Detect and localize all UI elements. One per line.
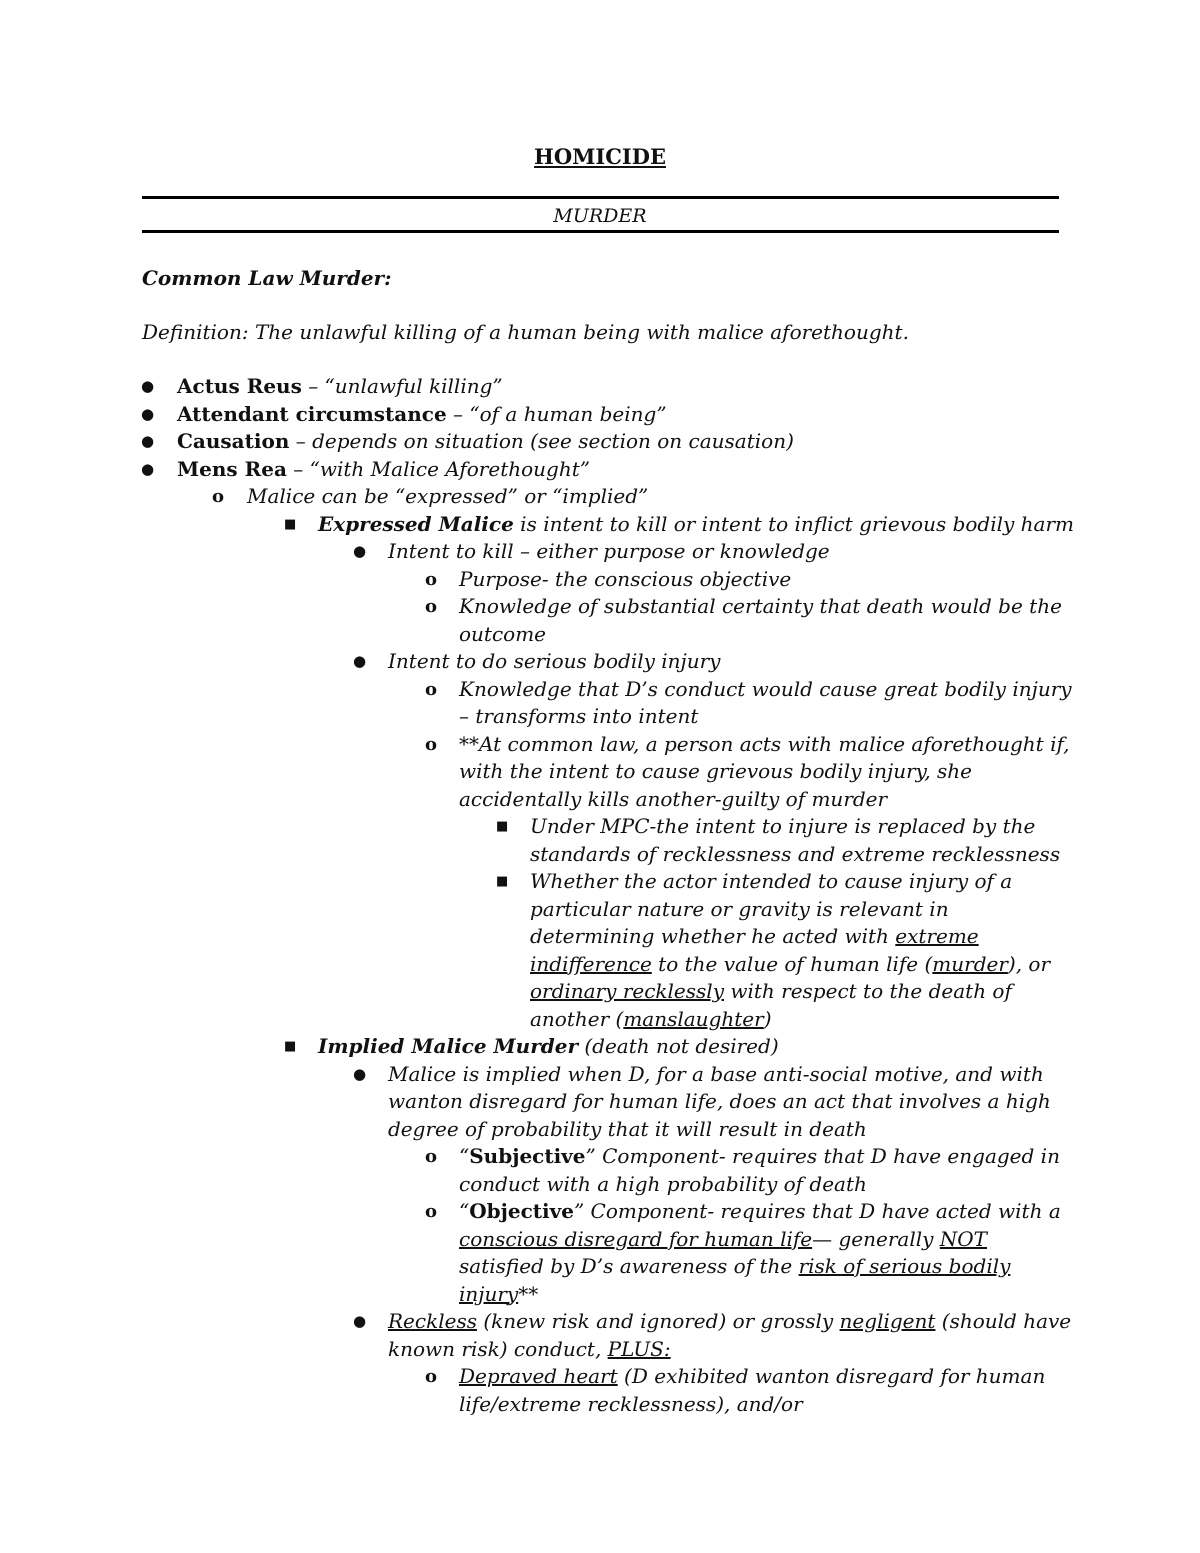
underlined-text: murder: [932, 951, 1008, 976]
bullet-disc-icon: ●: [353, 542, 367, 560]
list-item: [0, 401, 1200, 429]
bullet-disc-icon: ●: [141, 459, 155, 478]
definition: Definition: The unlawful killing of a human being with malice aforethought.: [142, 320, 909, 344]
bullet-ring-icon: o: [425, 596, 438, 617]
bullet-square-icon: ■: [496, 874, 509, 889]
list-item: [0, 538, 1200, 566]
bullet-disc-icon: ●: [141, 432, 155, 450]
bullet-square-icon: ■: [496, 819, 509, 834]
underlined-text: manslaughter: [623, 1006, 764, 1031]
underlined-text: PLUS:: [607, 1336, 671, 1361]
bullet-ring-icon: o: [425, 1366, 438, 1387]
item-text: – depends on situation (see section on causation): [289, 429, 794, 453]
list-item: [0, 648, 1200, 676]
bullet-ring-icon: o: [425, 1201, 438, 1222]
bullet-disc-icon: ●: [141, 377, 155, 395]
underlined-text: negligent: [839, 1309, 936, 1333]
item-text: (D exhibited wanton disregard for human life/extreme recklessness), and/or: [459, 1364, 1046, 1416]
item-text: – “with Malice Aforethought”: [286, 456, 590, 481]
bullet-ring-icon: o: [425, 1146, 438, 1167]
underlined-text: NOT: [939, 1226, 988, 1251]
item-label: Actus Reus: [177, 374, 302, 398]
item-text: **: [518, 1281, 539, 1306]
list-item: [0, 1143, 1200, 1198]
item-text: Intent to do serious bodily injury: [388, 649, 721, 673]
underlined-text: Reckless: [388, 1309, 477, 1333]
list-item: [0, 483, 1200, 511]
item-text: Intent to kill – either purpose or knowledge: [388, 539, 830, 563]
item-text: satisfied by D’s awareness of the: [459, 1254, 799, 1278]
item-label: Causation: [177, 429, 290, 453]
underlined-text: risk of serious bodily injury: [459, 1254, 1011, 1306]
section-heading: MURDER: [553, 205, 647, 227]
item-text: with respect to the death of another (: [530, 979, 1012, 1031]
item-text: Knowledge of substantial certainty that death would be the outcome: [459, 594, 1062, 646]
item-label: Attendant circumstance: [177, 401, 447, 426]
page-title: HOMICIDE: [534, 144, 666, 169]
bullet-ring-icon: o: [425, 568, 438, 590]
bullet-disc-icon: ●: [353, 1312, 367, 1330]
subheading: Common Law Murder:: [142, 266, 392, 290]
item-text: Purpose- the conscious objective: [459, 566, 792, 591]
bullet-disc-icon: ●: [141, 404, 155, 423]
list-item: [0, 731, 1200, 814]
item-label: Subjective: [469, 1144, 586, 1168]
item-text: ): [763, 1006, 772, 1031]
item-text: Knowledge that D’s conduct would cause great bodily injury – transforms into intent: [459, 676, 1072, 728]
list-item: [0, 373, 1200, 401]
item-text: – “unlawful killing”: [301, 374, 503, 398]
item-text: Whether the actor intended to cause injury of a particular nature or gravity is relevant in determining whether he acted with: [530, 869, 1013, 948]
list-item: [0, 456, 1200, 484]
item-text: – “of a human being”: [446, 401, 667, 426]
bullet-disc-icon: ●: [353, 652, 367, 670]
item-text: — generally: [812, 1226, 940, 1251]
list-item: [0, 676, 1200, 731]
bullet-square-icon: ■: [284, 1039, 297, 1054]
divider-bottom: [142, 230, 1059, 233]
item-text: “: [459, 1144, 470, 1168]
list-item: [0, 1061, 1200, 1144]
item-label: Implied Malice Murder: [318, 1034, 578, 1058]
list-item: [0, 813, 1200, 868]
bullet-ring-icon: o: [425, 678, 438, 700]
list-item: [0, 1198, 1200, 1308]
list-item: [0, 1363, 1200, 1418]
list-item: [0, 566, 1200, 594]
outline-list: [0, 373, 1200, 1418]
bullet-square-icon: ■: [284, 516, 297, 532]
bullet-ring-icon: o: [425, 733, 438, 755]
item-text: (death not desired): [578, 1034, 779, 1058]
item-text: ” Component- requires that D have acted with a: [573, 1199, 1061, 1223]
bullet-ring-icon: o: [212, 486, 225, 507]
bullet-disc-icon: ●: [353, 1064, 367, 1083]
item-text: to the value of human life (: [651, 951, 933, 976]
item-text: is intent to kill or intent to inflict grievous bodily harm: [513, 511, 1075, 536]
list-item: [0, 868, 1200, 1033]
item-text: (should have known risk) conduct,: [388, 1309, 1072, 1361]
item-text: Malice can be “expressed” or “implied”: [247, 484, 649, 508]
underlined-text: extreme indifference: [530, 924, 979, 976]
list-item: [0, 593, 1200, 648]
item-label: Mens Rea: [177, 456, 287, 481]
divider-top: [142, 196, 1059, 199]
list-item: [0, 1308, 1200, 1363]
item-label: Expressed Malice: [318, 511, 514, 536]
item-text: Under MPC-the intent to injure is replaced by the standards of recklessness and extreme recklessness: [530, 814, 1061, 866]
underlined-text: Depraved heart: [459, 1364, 618, 1388]
item-text: **At common law, a person acts with malice aforethought if, with the intent to cause grievous bodily injury, she accidentally kills another-guilty of murder: [459, 731, 1070, 811]
list-item: [0, 511, 1200, 539]
item-text: “: [459, 1199, 470, 1223]
list-item: [0, 1033, 1200, 1061]
underlined-text: ordinary recklessly: [530, 979, 724, 1003]
item-text: ” Component- requires that D have engaged in conduct with a high probability of death: [459, 1144, 1060, 1196]
item-label: Objective: [469, 1199, 574, 1223]
list-item: [0, 428, 1200, 456]
item-text: (knew risk and ignored) or grossly: [476, 1309, 840, 1333]
item-text: ), or: [1007, 951, 1051, 976]
item-text: Malice is implied when D, for a base anti-social motive, and with wanton disregard for human life, does an act that involves a high degree of probability that it will result in death: [388, 1061, 1051, 1141]
underlined-text: conscious disregard for human life: [459, 1226, 813, 1251]
